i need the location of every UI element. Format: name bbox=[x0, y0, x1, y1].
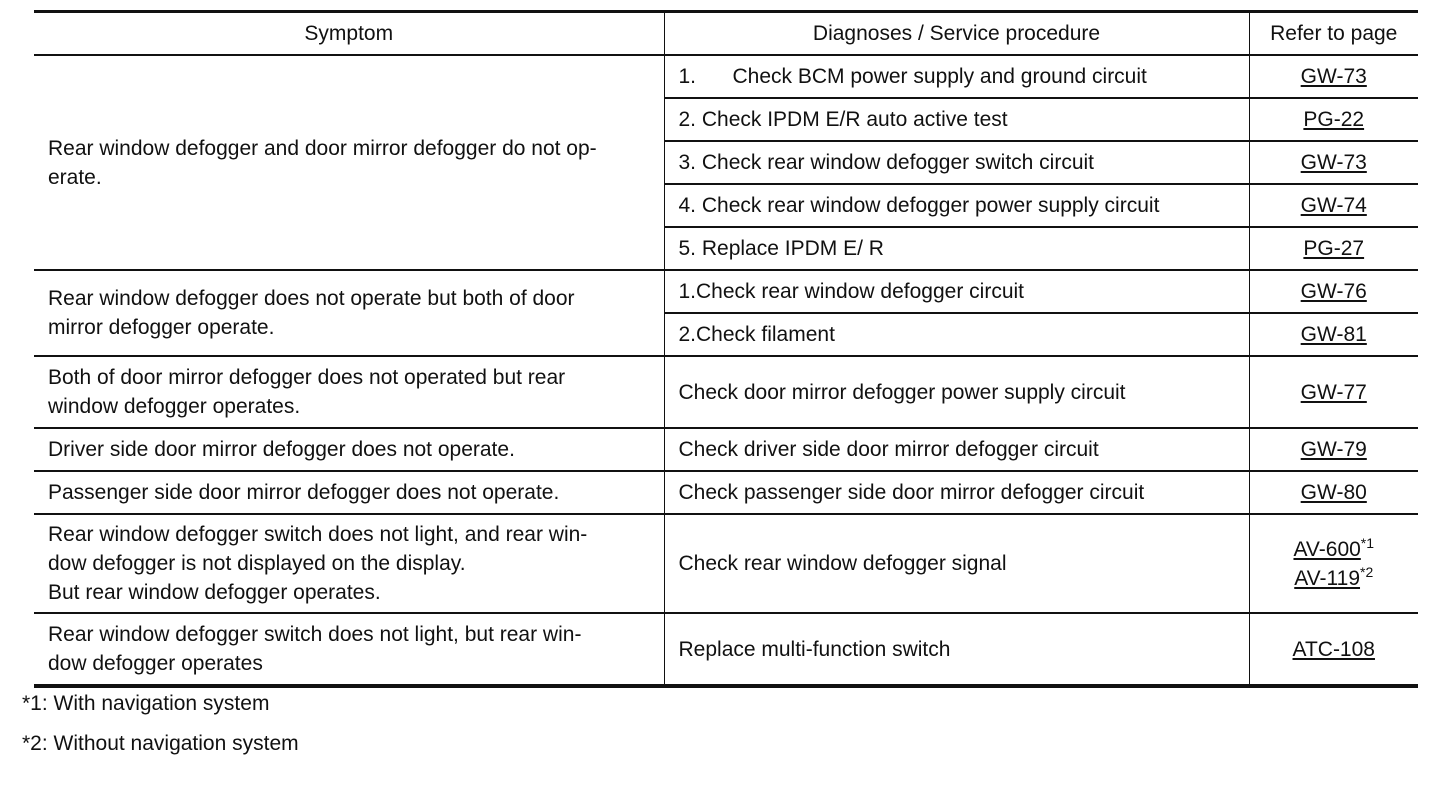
header-symptom: Symptom bbox=[34, 12, 664, 56]
symptom-text: Passenger side door mirror defogger does not operate. bbox=[48, 481, 560, 504]
ref-line-2 bbox=[1264, 564, 1405, 593]
procedure-text: 4. Check rear window defogger power supply circuit bbox=[678, 194, 1160, 217]
table-header-row bbox=[34, 12, 1418, 56]
procedure-cell bbox=[664, 227, 1249, 270]
ref-cell bbox=[1249, 55, 1418, 98]
procedure-text: Replace multi-function switch bbox=[678, 637, 951, 661]
symptom-text: Both of door mirror defogger does not operated but rear window defogger operates. bbox=[48, 366, 566, 418]
procedure-text: Check passenger side door mirror defogger circuit bbox=[678, 481, 1145, 504]
step-number: 1. bbox=[678, 65, 697, 88]
procedure-cell bbox=[664, 514, 1249, 613]
ref-cell bbox=[1249, 613, 1418, 686]
symptom-cell bbox=[34, 514, 664, 613]
procedure-cell bbox=[664, 141, 1249, 184]
ref-cell bbox=[1249, 356, 1418, 428]
ref-cell bbox=[1249, 98, 1418, 141]
procedure-cell bbox=[664, 356, 1249, 428]
footnote-2: *2: Without navigation system bbox=[22, 732, 299, 755]
ref-cell bbox=[1249, 514, 1418, 613]
ref-link[interactable]: GW-81 bbox=[1300, 323, 1367, 346]
footnote-1: *1: With navigation system bbox=[22, 692, 270, 715]
symptom-cell bbox=[34, 270, 664, 356]
procedure-cell bbox=[664, 613, 1249, 686]
ref-cell bbox=[1249, 428, 1418, 471]
procedure-cell bbox=[664, 98, 1249, 141]
procedure-text: 2.Check filament bbox=[678, 323, 835, 346]
procedure-cell bbox=[664, 270, 1249, 313]
symptom-cell bbox=[34, 55, 664, 270]
procedure-cell bbox=[664, 55, 1249, 98]
ref-cell bbox=[1249, 141, 1418, 184]
symptom-text: Rear window defogger switch does not light, but rear win- dow defogger operates bbox=[48, 623, 582, 675]
symptom-cell bbox=[34, 356, 664, 428]
table-row bbox=[34, 270, 1418, 313]
ref-cell bbox=[1249, 227, 1418, 270]
ref-link[interactable]: GW-80 bbox=[1300, 481, 1367, 504]
ref-cell bbox=[1249, 471, 1418, 514]
ref-link[interactable]: GW-74 bbox=[1300, 194, 1367, 217]
ref-link[interactable]: GW-73 bbox=[1300, 151, 1367, 174]
procedure-text: Check rear window defogger signal bbox=[678, 552, 1007, 575]
ref-link[interactable]: PG-22 bbox=[1303, 108, 1365, 131]
table-row bbox=[34, 471, 1418, 514]
symptom-text: Driver side door mirror defogger does not operate. bbox=[48, 438, 515, 461]
symptom-cell bbox=[34, 471, 664, 514]
table-row bbox=[34, 514, 1418, 613]
procedure-cell bbox=[664, 184, 1249, 227]
header-refer: Refer to page bbox=[1249, 12, 1418, 56]
procedure-text: 3. Check rear window defogger switch circuit bbox=[678, 151, 1095, 174]
symptom-text: Rear window defogger and door mirror defogger do not op- erate. bbox=[48, 136, 597, 189]
procedure-text: 5. Replace IPDM E/ R bbox=[678, 237, 884, 260]
ref-cell bbox=[1249, 313, 1418, 356]
table-row bbox=[34, 356, 1418, 428]
procedure-text: Check BCM power supply and ground circuit bbox=[732, 65, 1147, 88]
symptom-text: Rear window defogger does not operate but both of door mirror defogger operate. bbox=[48, 287, 575, 339]
ref-link[interactable]: AV-600 bbox=[1293, 537, 1361, 561]
table-row bbox=[34, 428, 1418, 471]
ref-link[interactable]: PG-27 bbox=[1303, 237, 1365, 260]
procedure-text: Check door mirror defogger power supply circuit bbox=[678, 380, 1126, 404]
ref-link[interactable]: GW-73 bbox=[1300, 65, 1367, 88]
procedure-text: Check driver side door mirror defogger circuit bbox=[678, 438, 1099, 461]
table-row bbox=[34, 613, 1418, 686]
ref-link[interactable]: GW-77 bbox=[1300, 380, 1367, 404]
procedure-cell bbox=[664, 428, 1249, 471]
procedure-text: 1.Check rear window defogger circuit bbox=[678, 280, 1024, 303]
table-row bbox=[34, 55, 1418, 98]
procedure-cell bbox=[664, 471, 1249, 514]
diagnosis-table bbox=[34, 10, 1418, 688]
ref-link[interactable]: ATC-108 bbox=[1292, 637, 1375, 661]
symptom-cell bbox=[34, 613, 664, 686]
ref-cell bbox=[1249, 184, 1418, 227]
ref-cell bbox=[1249, 270, 1418, 313]
ref-line-1 bbox=[1264, 535, 1405, 564]
ref-link[interactable]: GW-76 bbox=[1300, 280, 1367, 303]
ref-link[interactable]: AV-119 bbox=[1294, 566, 1361, 590]
symptom-cell bbox=[34, 428, 664, 471]
ref-footnote-mark: *1 bbox=[1360, 534, 1375, 551]
ref-footnote-mark: *2 bbox=[1360, 563, 1374, 580]
procedure-cell bbox=[664, 313, 1249, 356]
ref-link[interactable]: GW-79 bbox=[1300, 438, 1367, 461]
symptom-text: Rear window defogger switch does not light, and rear win- dow defogger is not displayed on the display. But rear window defogger operates. bbox=[48, 523, 588, 604]
header-procedure: Diagnoses / Service procedure bbox=[664, 12, 1249, 56]
procedure-text: 2. Check IPDM E/R auto active test bbox=[678, 108, 1008, 131]
